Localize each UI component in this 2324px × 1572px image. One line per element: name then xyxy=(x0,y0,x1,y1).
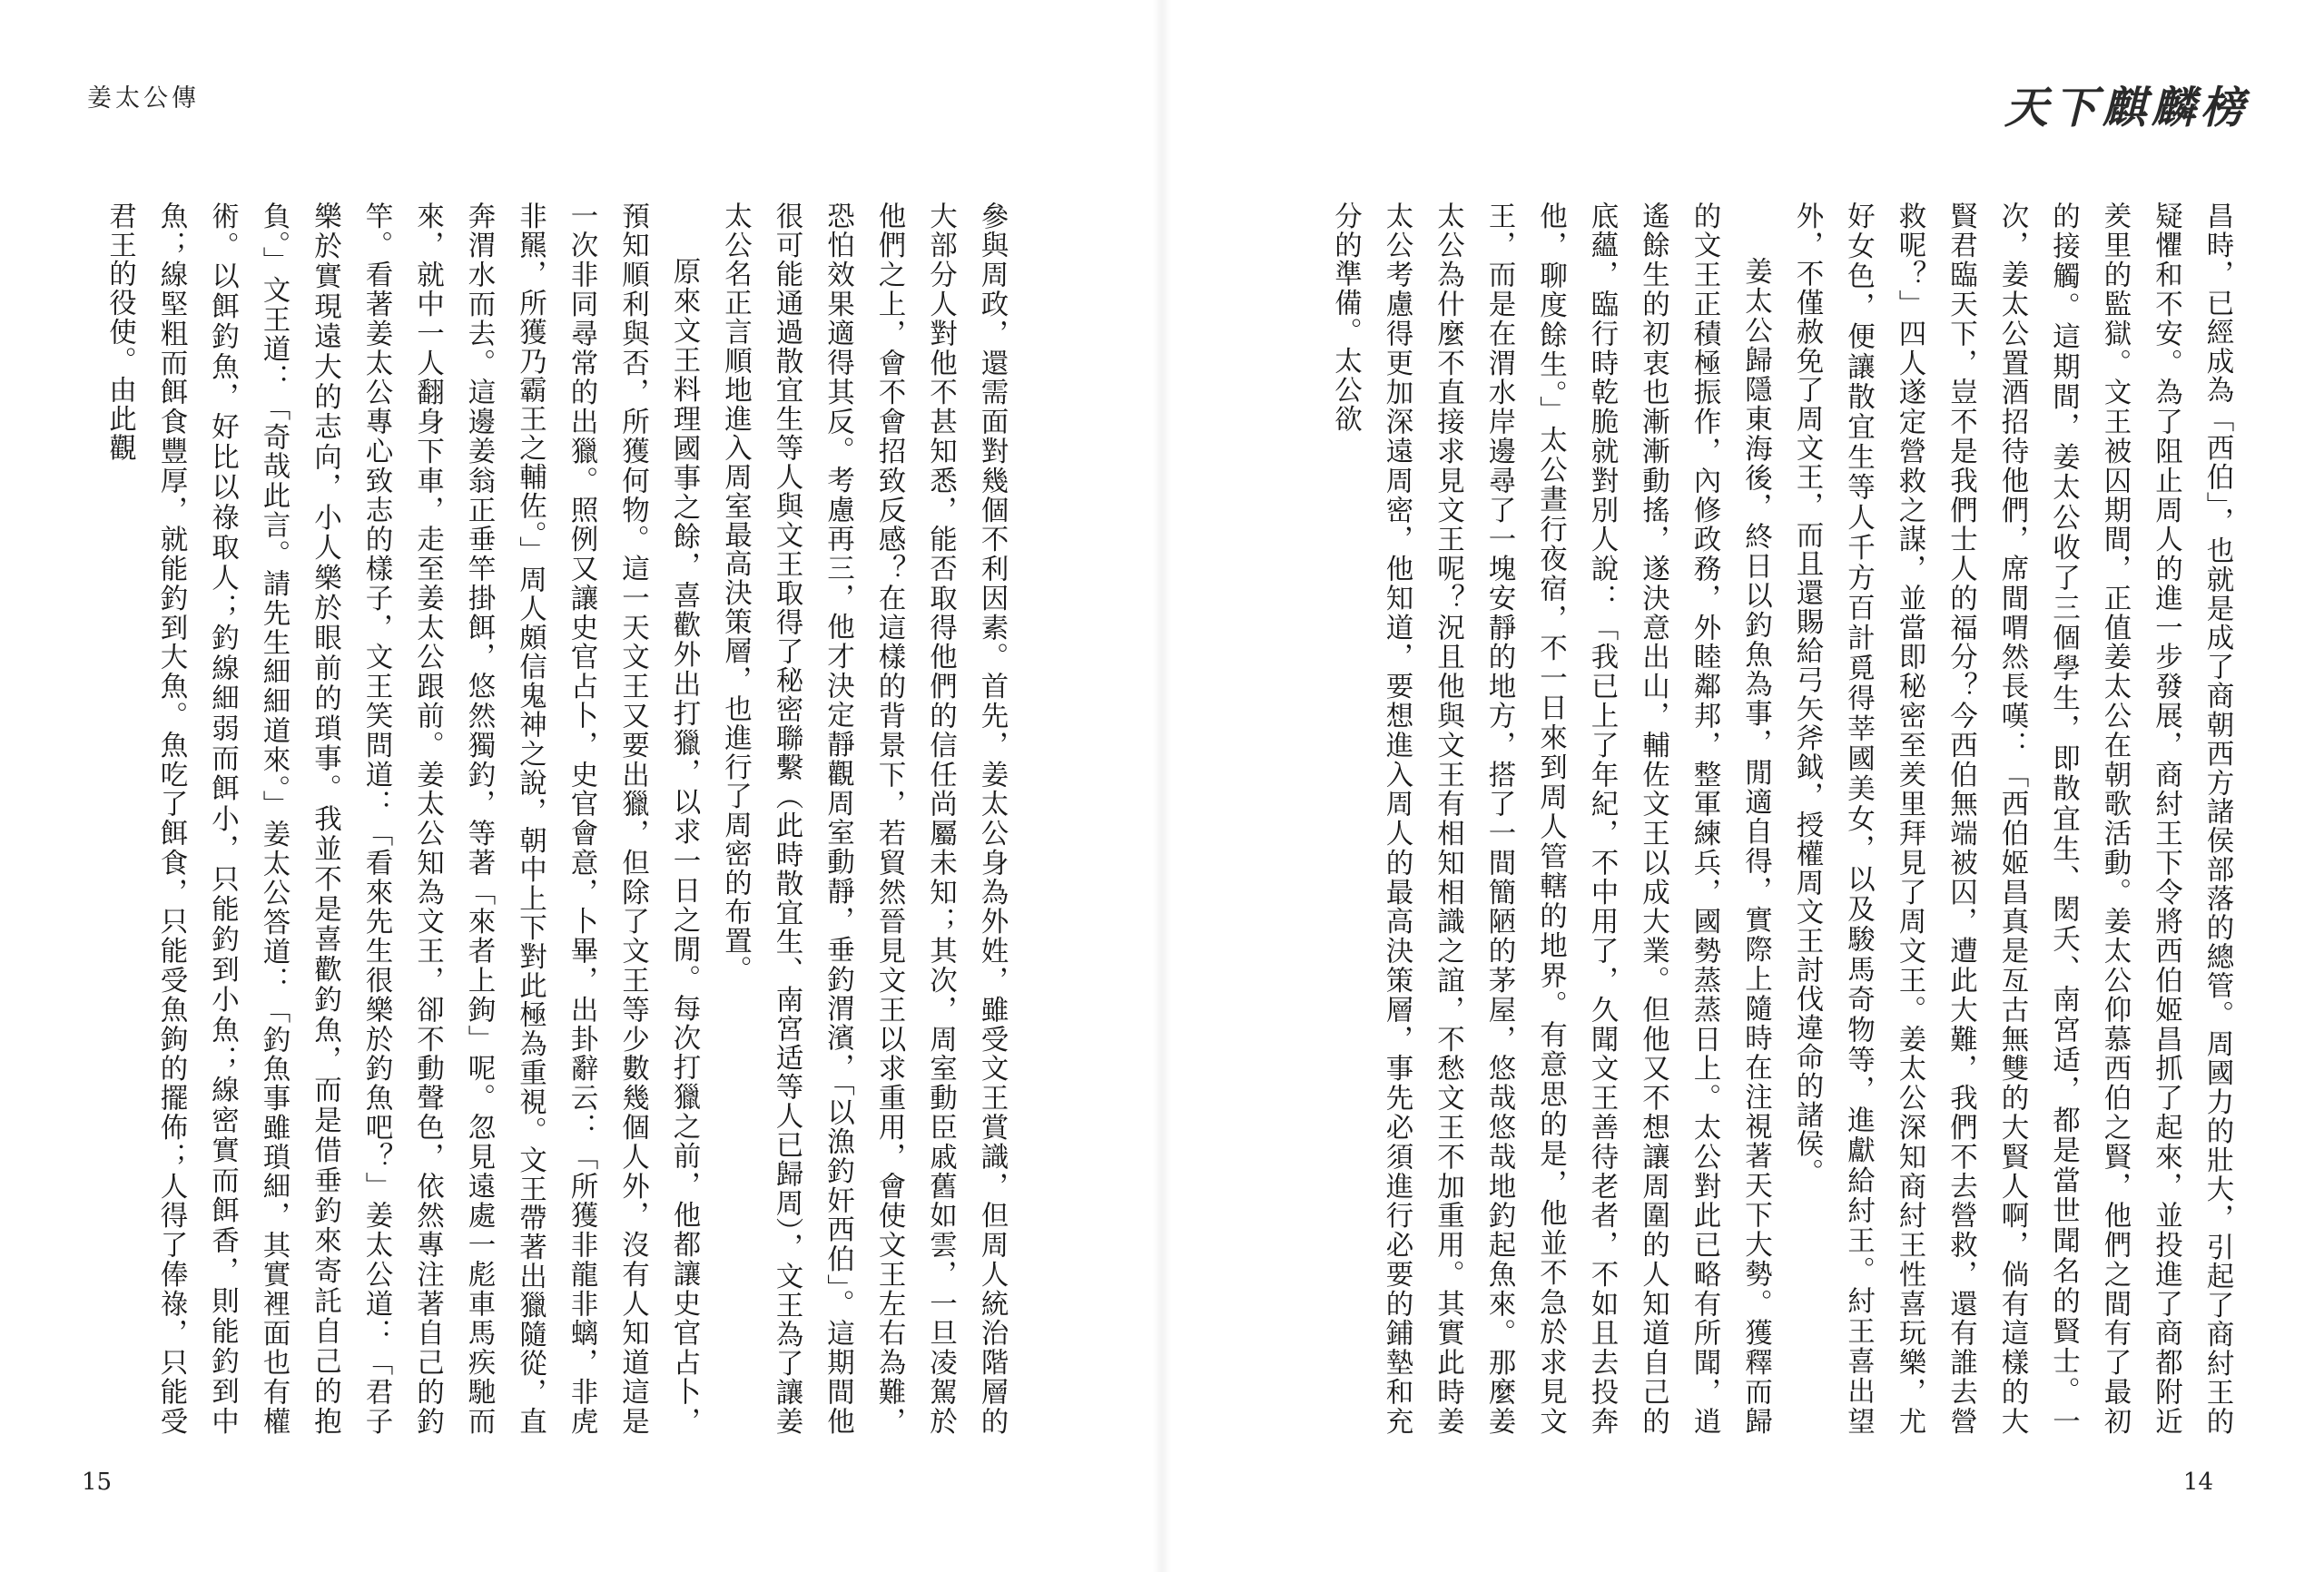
page-number-right: 14 xyxy=(2182,1469,2213,1496)
paragraph: 參與周政，還需面對幾個不利因素。首先，姜太公身為外姓，雖受文王賞識，但周人統治階層的大部分人對他不甚知悉，能否取得他們的信任尚屬未知；其次，周室動臣戚舊如雲，一旦凌駕於他們之上，會不會招致反感？在這樣的背景下，若貿然晉見文王以求重用，會使文王左右為難，恐怕效果適得其反。考慮再三，他才決定靜觀周室動靜，垂釣渭濱，「以漁釣奸西伯」。這期間他很可能通過散宜生等人與文王取得了秘密聯繫（此時散宜生、南宮适等人已歸周），文王為了讓姜太公名正言順地進入周室最高決策層，也進行了周密的布置。 xyxy=(719,201,1008,1436)
series-logo: 天下麒麟榜 xyxy=(2004,83,2250,133)
page-gutter xyxy=(1153,0,1171,1572)
right-page-body xyxy=(1321,201,2242,1436)
paragraph: 昌時，已經成為「西伯」，也就是成了商朝西方諸侯部落的總管。周國力的壯大，引起了商紂王的疑懼和不安。為了阻止周人的進一步發展，商紂王下令將西伯姬昌抓了起來，並投進了商都附近羑里的監獄。文王被囚期間，正值姜太公在朝歌活動。姜太公仰慕西伯之賢，他們之間有了最初的接觸。這期間，姜太公收了三個學生，即散宜生、閎夭、南宮适，都是當世聞名的賢士。一次，姜太公置酒招待他們，席間喟然長嘆：「西伯姬昌真是亙古無雙的大賢人啊，倘有這樣的大賢君臨天下，豈不是我們士人的福分？今西伯無端被囚，遭此大難，我們不去營救，還有誰去營救呢？」四人遂定營救之謀，並當即秘密至羑里拜見了周文王。姜太公深知商紂王性喜玩樂，尤好女色，便讓散宜生等人千方百計覓得莘國美女，以及駿馬奇物等，進獻給紂王。紂王喜出望外，不僅赦免了周文王，而且還賜給弓矢斧鉞，授權周文王討伐違命的諸侯。 xyxy=(1791,201,2233,1436)
paragraph: 姜太公歸隱東海後，終日以釣魚為事，閒適自得，實際上隨時在注視著天下大勢。獲釋而歸的文王正積極振作，內修政務，外睦鄰邦，整軍練兵，國勢蒸蒸日上。太公對此已略有所聞，逍遙餘生的初衷也漸漸動搖，遂決意出山，輔佐文王以成大業。但他又不想讓周圍的人知道自己的底蘊，臨行時乾脆就對別人說：「我已上了年紀，不中用了，久聞文王善待老者，不如且去投奔他，聊度餘生。」太公晝行夜宿，不一日來到周人管轄的地界。有意思的是，他並不急於求見文王，而是在渭水岸邊尋了一塊安靜的地方，搭了一間簡陋的茅屋，悠哉悠哉地釣起魚來。那麼姜太公為什麼不直接求見文王呢？況且他與文王有相知相識之誼，不愁文王不加重用。其實此時姜太公考慮得更加深遠周密，他知道，要想進入周人的最高決策層，事先必須進行必要的鋪墊和充分的準備。太公欲 xyxy=(1329,201,1772,1436)
page-number-left: 15 xyxy=(82,1469,113,1496)
running-header-title: 姜太公傳 xyxy=(87,84,200,113)
left-page-body xyxy=(103,201,1017,1436)
paragraph: 原來文王料理國事之餘，喜歡外出打獵，以求一日之閒。每次打獵之前，他都讓史官占卜，預知順利與否，所獲何物。這一天文王又要出獵，但除了文王等少數幾個人外，沒有人知道這是一次非同尋常的出獵。照例又讓史官占卜，史官會意，卜畢，出卦辭云：「所獲非龍非螭，非虎非羆，所獲乃霸王之輔佐。」周人頗信鬼神之說，朝中上下對此極為重視。文王帶著出獵隨從，直奔渭水而去。這邊姜翁正垂竿掛餌，悠然獨釣，等著「來者上鉤」呢。忽見遠處一彪車馬疾馳而來，就中一人翻身下車，走至姜太公跟前。姜太公知為文王，卻不動聲色，依然專注著自己的釣竿。看著姜太公專心致志的樣子，文王笑問道：「看來先生很樂於釣魚吧？」姜太公道：「君子樂於實現遠大的志向，小人樂於眼前的瑣事。我並不是喜歡釣魚，而是借垂釣來寄託自己的抱負。」文王道：「奇哉此言。請先生細細道來。」姜太公答道：「釣魚事雖瑣細，其實裡面也有權術。以餌釣魚，好比以祿取人；釣線細弱而餌小，只能釣到小魚；線密實而餌香，則能釣到中魚；線堅粗而餌食豐厚，就能釣到大魚。魚吃了餌食，只能受魚鉤的擺佈；人得了俸祿，只能受君王的役使。由此觀 xyxy=(103,201,700,1436)
